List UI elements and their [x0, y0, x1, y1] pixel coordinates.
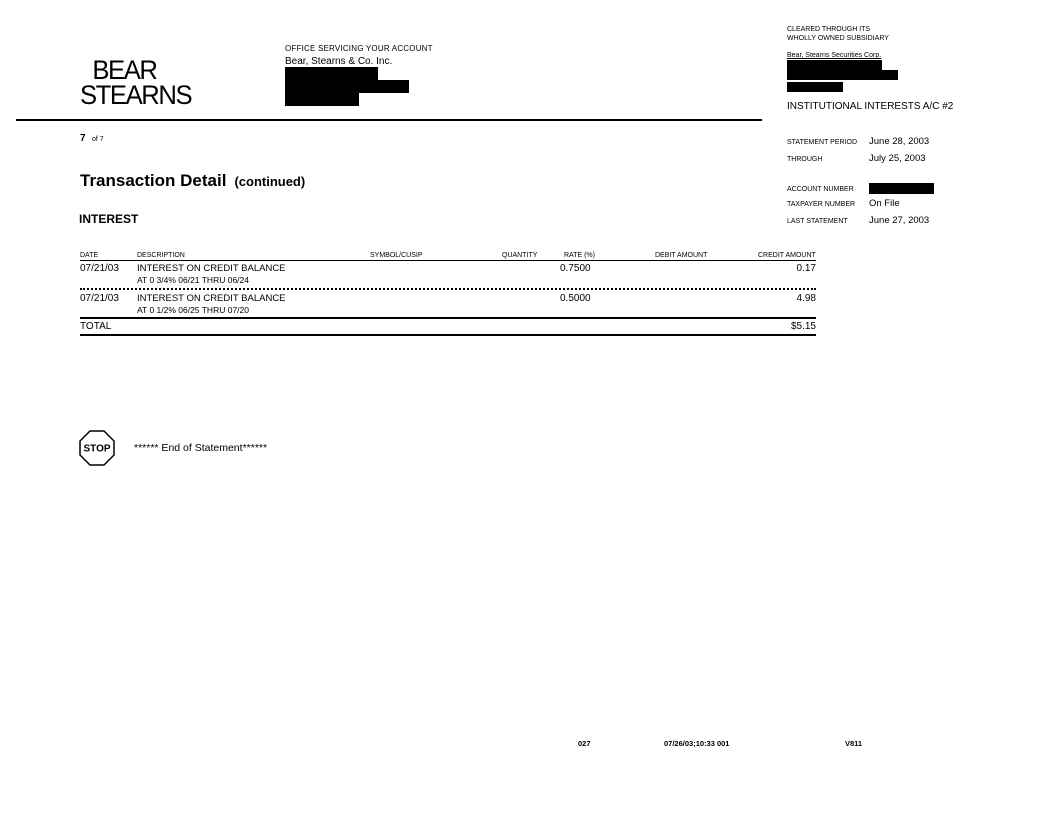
total-bottom-rule — [80, 334, 816, 336]
col-header-rate: RATE (%) — [564, 252, 595, 259]
taxpayer-label: TAXPAYER NUMBER — [787, 201, 856, 208]
row-description: INTEREST ON CREDIT BALANCE — [137, 293, 286, 304]
page-of: of 7 — [92, 136, 104, 143]
page-number — [80, 128, 104, 146]
total-label: TOTAL — [80, 321, 112, 332]
end-of-statement: ****** End of Statement****** — [134, 442, 268, 454]
office-name: Bear, Stearns & Co. Inc. — [285, 56, 393, 67]
title-text: Transaction Detail — [80, 171, 227, 190]
row-date: 07/21/03 — [80, 293, 119, 304]
bear-stearns-logo — [80, 55, 192, 110]
statement-period-label: STATEMENT PERIOD — [787, 139, 858, 146]
footer-version: V811 — [845, 739, 863, 748]
row-credit: 0.17 — [796, 263, 816, 274]
row-detail: AT 0 3/4% 06/21 THRU 06/24 — [137, 275, 249, 285]
redacted-address-1 — [285, 67, 378, 80]
col-header-credit: CREDIT AMOUNT — [758, 252, 816, 259]
redacted-client-1 — [787, 60, 882, 70]
col-header-symbol: SYMBOL/CUSIP — [370, 252, 423, 259]
total-top-rule — [80, 317, 816, 319]
row-rate: 0.5000 — [560, 293, 591, 304]
header-rule — [16, 119, 762, 121]
col-header-quantity: QUANTITY — [502, 252, 538, 259]
account-title: INSTITUTIONAL INTERESTS A/C #2 — [787, 101, 954, 112]
through-value: July 25, 2003 — [869, 153, 926, 164]
through-label: THROUGH — [787, 156, 823, 163]
col-header-date: DATE — [80, 252, 99, 259]
row-detail: AT 0 1/2% 06/25 THRU 07/20 — [137, 305, 249, 315]
row-date: 07/21/03 — [80, 263, 119, 274]
section-heading: INTEREST — [79, 212, 139, 226]
redacted-client-3 — [787, 82, 843, 92]
row-separator — [80, 288, 816, 290]
stop-sign-label: STOP — [83, 443, 111, 455]
logo-line-1: BEAR — [92, 55, 157, 85]
row-rate: 0.7500 — [560, 263, 591, 274]
clearing-firm-name: Bear, Stearns Securities Corp. — [787, 52, 882, 59]
last-statement-value: June 27, 2003 — [869, 215, 930, 226]
taxpayer-value: On File — [869, 198, 900, 209]
redacted-client-2 — [787, 70, 898, 80]
clearing-line-2: WHOLLY OWNED SUBSIDIARY — [787, 35, 889, 42]
account-number-label: ACCOUNT NUMBER — [787, 186, 854, 193]
col-header-debit: DEBIT AMOUNT — [655, 252, 708, 259]
logo-line-2: STEARNS — [80, 80, 192, 110]
row-description: INTEREST ON CREDIT BALANCE — [137, 263, 286, 274]
clearing-line-1: CLEARED THROUGH ITS — [787, 26, 871, 33]
page-title — [80, 171, 305, 191]
redacted-address-3 — [285, 93, 359, 106]
redacted-account-number — [869, 183, 934, 194]
title-continued: (continued) — [234, 174, 306, 189]
total-value: $5.15 — [790, 321, 816, 332]
footer-timestamp: 07/26/03;10:33 001 — [664, 739, 730, 748]
col-header-description: DESCRIPTION — [137, 252, 185, 259]
row-credit: 4.98 — [796, 293, 816, 304]
office-label: OFFICE SERVICING YOUR ACCOUNT — [285, 44, 433, 53]
page-current: 7 — [80, 133, 86, 144]
redacted-address-2 — [285, 80, 409, 93]
footer-code: 027 — [578, 739, 591, 748]
stop-sign-icon — [79, 430, 115, 466]
statement-period-value: June 28, 2003 — [869, 136, 930, 147]
table-header-rule — [80, 260, 816, 261]
last-statement-label: LAST STATEMENT — [787, 218, 848, 225]
